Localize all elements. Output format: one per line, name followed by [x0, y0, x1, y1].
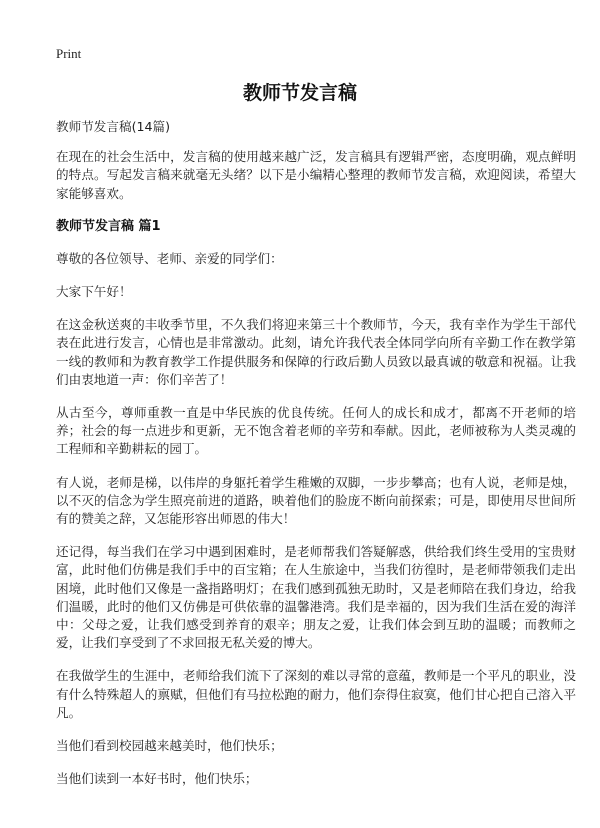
- paragraph-body: 在我做学生的生涯中，老师给我们流下了深刻的难以寻常的意蕴，教师是一个平凡的职业，没有什么特殊超人的禀赋，但他们有马拉松跑的耐力，他们奈得住寂寞，他们甘心把自己溶入平凡。: [56, 668, 576, 720]
- section-heading: 教师节发言稿 篇1: [56, 218, 161, 234]
- paragraph-body: 当他们读到一本好书时，他们快乐；: [56, 771, 258, 787]
- page-title: 教师节发言稿: [242, 82, 357, 104]
- paragraph-greeting: 尊敬的各位领导、老师、亲爱的同学们：: [56, 250, 283, 266]
- paragraph-body: 在这金秋送爽的丰收季节里，不久我们将迎来第三十个教师节，今天，我有幸作为学生干部代表在此进行发言，心情也是非常激动。此刻，请允许我代表全体同学向所有辛勤工作在教学第一线的教师和为教育教学工作提供服务和保障的行政后勤人员致以最真诚的敬意和祝福。让我们由衷地道一声：你们辛苦了！: [56, 317, 576, 387]
- intro-paragraph: 在现在的社会生活中，发言稿的使用越来越广泛，发言稿具有逻辑严密，态度明确，观点鲜明的特点。写起发言稿来就毫无头绪？以下是小编精心整理的教师节发言稿，欢迎阅读，希望大家能够喜欢。: [56, 149, 576, 201]
- paragraph-salutation: 大家下午好！: [56, 284, 132, 300]
- paragraph-body: 还记得，每当我们在学习中遇到困难时，是老师帮我们答疑解惑，供给我们终生受用的宝贵财富，此时他们仿佛是我们手中的百宝箱；在人生旅途中，当我们彷徨时，是老师带领我们走出困境，此时他们又像是一盏指路明灯；在我们感到孤独无助时，又是老师陪在我们身边，给我们温暖，此时的他们又仿佛是可供依靠的温馨港湾。我们是幸福的，因为我们生活在爱的海洋中：父母之爱，让我们感受到养育的艰辛；朋友之爱，让我们体会到互助的温暖；而教师之爱，让我们享受到了不求回报无私关爱的博大。: [56, 544, 576, 651]
- paragraph-body: 从古至今，尊师重教一直是中华民族的优良传统。任何人的成长和成才，都离不开老师的培养；社会的每一点进步和更新，无不饱含着老师的辛劳和奉献。因此，老师被称为人类灵魂的工程师和辛勤耕耘的园丁。: [56, 405, 576, 457]
- article-body: [56, 118, 576, 803]
- document-subtitle: 教师节发言稿(14篇): [56, 119, 171, 134]
- paragraph-body: 有人说，老师是梯，以伟岸的身躯托着学生稚嫩的双脚，一步步攀高；也有人说，老师是烛，以不灭的信念为学生照亮前进的道路，映着他们的脸庞不断向前探索；可是，即使用尽世间所有的赞美之辞，又怎能形容出师恩的伟大！: [56, 474, 576, 527]
- paragraph-body: 当他们看到校园越来越美时，他们快乐；: [56, 738, 283, 754]
- print-link[interactable]: Print: [56, 46, 82, 61]
